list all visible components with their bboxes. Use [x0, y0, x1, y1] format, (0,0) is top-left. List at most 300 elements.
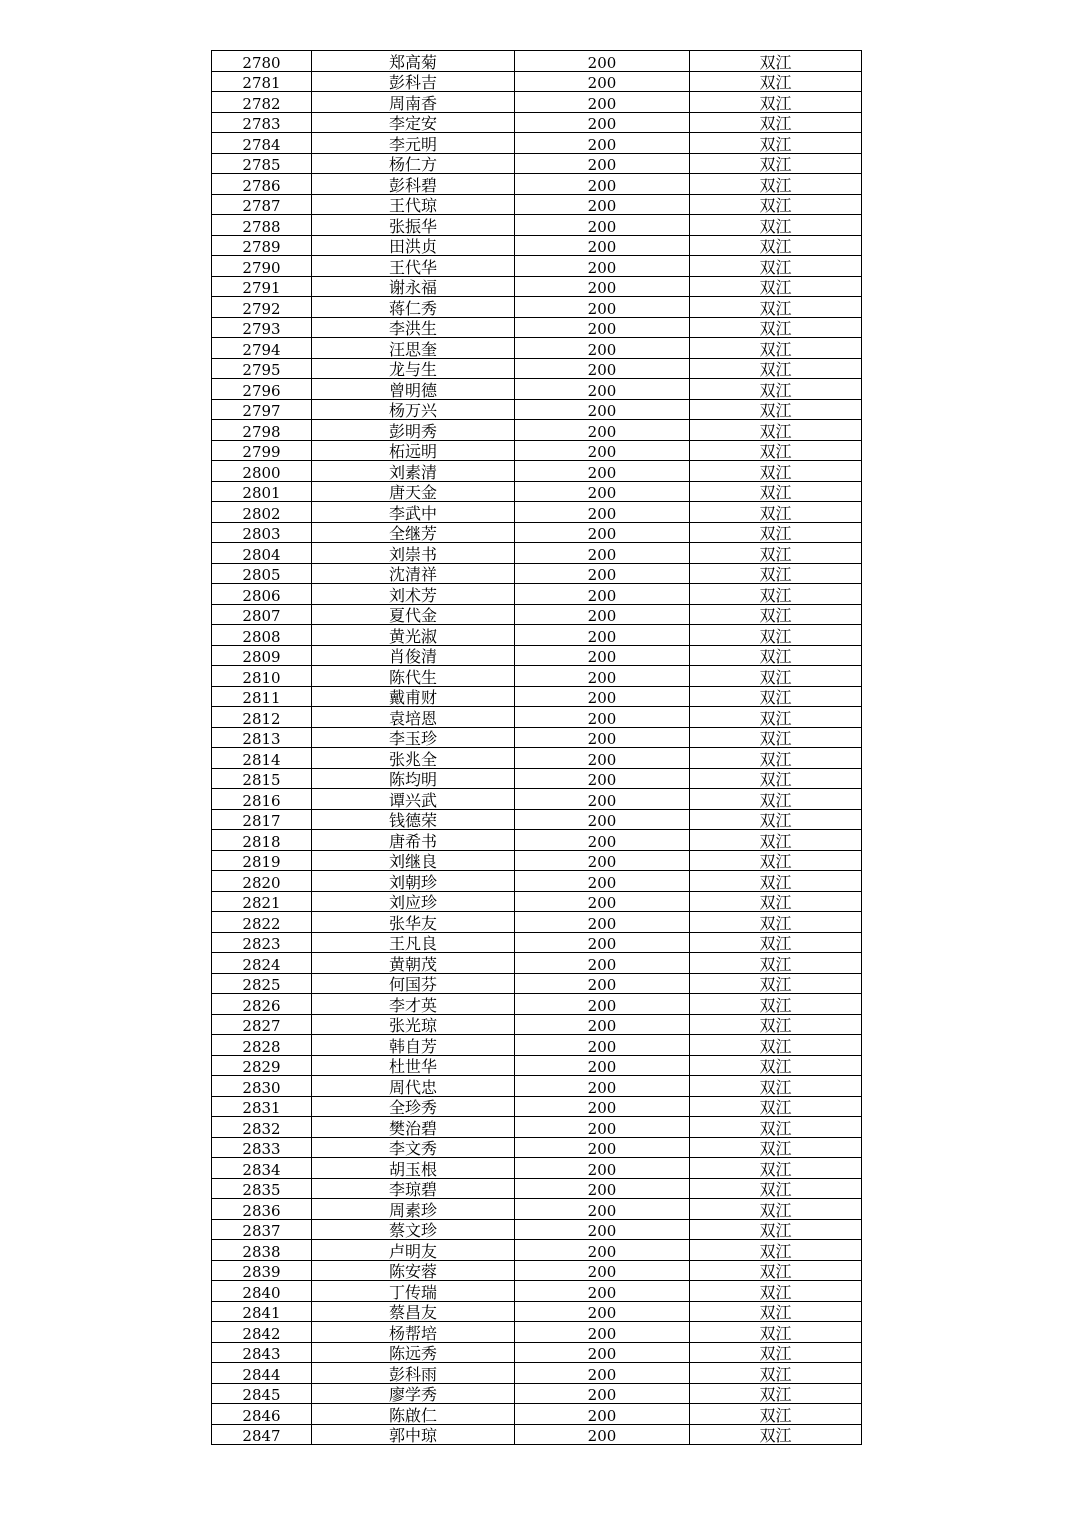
name-cell: 郭中琼 [312, 1424, 515, 1445]
location-cell: 双江 [690, 1137, 862, 1158]
name-cell: 曾明德 [312, 379, 515, 400]
table-row [212, 1322, 862, 1343]
amount-cell: 200 [515, 338, 690, 359]
table-row [212, 522, 862, 543]
row-number-cell: 2819 [212, 850, 312, 871]
name-cell: 夏代金 [312, 604, 515, 625]
location-cell: 双江 [690, 871, 862, 892]
amount-cell: 200 [515, 912, 690, 933]
table-row [212, 1240, 862, 1261]
row-number-cell: 2827 [212, 1014, 312, 1035]
table-row [212, 727, 862, 748]
amount-cell: 200 [515, 953, 690, 974]
row-number-cell: 2836 [212, 1199, 312, 1220]
location-cell: 双江 [690, 317, 862, 338]
row-number-cell: 2784 [212, 133, 312, 154]
table-row [212, 1301, 862, 1322]
name-cell: 刘继良 [312, 850, 515, 871]
table-row [212, 1219, 862, 1240]
amount-cell: 200 [515, 1424, 690, 1445]
name-cell: 李洪生 [312, 317, 515, 338]
table-row [212, 850, 862, 871]
row-number-cell: 2785 [212, 153, 312, 174]
amount-cell: 200 [515, 133, 690, 154]
amount-cell: 200 [515, 994, 690, 1015]
location-cell: 双江 [690, 1055, 862, 1076]
location-cell: 双江 [690, 112, 862, 133]
amount-cell: 200 [515, 563, 690, 584]
row-number-cell: 2829 [212, 1055, 312, 1076]
amount-cell: 200 [515, 174, 690, 195]
location-cell: 双江 [690, 1424, 862, 1445]
table-row [212, 1117, 862, 1138]
table-row [212, 1014, 862, 1035]
location-cell: 双江 [690, 1035, 862, 1056]
name-cell: 黄朝茂 [312, 953, 515, 974]
amount-cell: 200 [515, 256, 690, 277]
amount-cell: 200 [515, 51, 690, 72]
row-number-cell: 2790 [212, 256, 312, 277]
amount-cell: 200 [515, 317, 690, 338]
name-cell: 周南香 [312, 92, 515, 113]
table-row [212, 584, 862, 605]
amount-cell: 200 [515, 379, 690, 400]
location-cell: 双江 [690, 1076, 862, 1097]
name-cell: 刘术芳 [312, 584, 515, 605]
name-cell: 廖学秀 [312, 1383, 515, 1404]
location-cell: 双江 [690, 789, 862, 810]
amount-cell: 200 [515, 194, 690, 215]
table-row [212, 1076, 862, 1097]
location-cell: 双江 [690, 92, 862, 113]
name-cell: 张兆全 [312, 748, 515, 769]
name-cell: 胡玉根 [312, 1158, 515, 1179]
row-number-cell: 2841 [212, 1301, 312, 1322]
name-cell: 丁传瑞 [312, 1281, 515, 1302]
location-cell: 双江 [690, 338, 862, 359]
location-cell: 双江 [690, 71, 862, 92]
name-cell: 陈啟仁 [312, 1404, 515, 1425]
row-number-cell: 2846 [212, 1404, 312, 1425]
row-number-cell: 2788 [212, 215, 312, 236]
location-cell: 双江 [690, 707, 862, 728]
amount-cell: 200 [515, 1240, 690, 1261]
table-row [212, 1260, 862, 1281]
amount-cell: 200 [515, 276, 690, 297]
location-cell: 双江 [690, 727, 862, 748]
name-cell: 李定安 [312, 112, 515, 133]
row-number-cell: 2817 [212, 809, 312, 830]
name-cell: 刘崇书 [312, 543, 515, 564]
row-number-cell: 2801 [212, 481, 312, 502]
table-row [212, 707, 862, 728]
amount-cell: 200 [515, 1199, 690, 1220]
location-cell: 双江 [690, 1199, 862, 1220]
table-row [212, 645, 862, 666]
name-cell: 龙与生 [312, 358, 515, 379]
row-number-cell: 2802 [212, 502, 312, 523]
amount-cell: 200 [515, 1219, 690, 1240]
table-row [212, 51, 862, 72]
name-cell: 陈远秀 [312, 1342, 515, 1363]
location-cell: 双江 [690, 645, 862, 666]
row-number-cell: 2823 [212, 932, 312, 953]
location-cell: 双江 [690, 461, 862, 482]
amount-cell: 200 [515, 1158, 690, 1179]
location-cell: 双江 [690, 440, 862, 461]
name-cell: 卢明友 [312, 1240, 515, 1261]
table-row [212, 1096, 862, 1117]
name-cell: 黄光淑 [312, 625, 515, 646]
name-cell: 蔡文珍 [312, 1219, 515, 1240]
amount-cell: 200 [515, 707, 690, 728]
table-row [212, 235, 862, 256]
row-number-cell: 2843 [212, 1342, 312, 1363]
location-cell: 双江 [690, 850, 862, 871]
name-cell: 袁培恩 [312, 707, 515, 728]
location-cell: 双江 [690, 256, 862, 277]
name-cell: 唐希书 [312, 830, 515, 851]
amount-cell: 200 [515, 440, 690, 461]
amount-cell: 200 [515, 1117, 690, 1138]
location-cell: 双江 [690, 973, 862, 994]
location-cell: 双江 [690, 604, 862, 625]
amount-cell: 200 [515, 1137, 690, 1158]
table-row [212, 1178, 862, 1199]
amount-cell: 200 [515, 871, 690, 892]
location-cell: 双江 [690, 1240, 862, 1261]
name-cell: 汪思奎 [312, 338, 515, 359]
location-cell: 双江 [690, 358, 862, 379]
table-row [212, 666, 862, 687]
name-cell: 全继芳 [312, 522, 515, 543]
table-row [212, 830, 862, 851]
table-row [212, 133, 862, 154]
roster-table-body [212, 51, 862, 1445]
row-number-cell: 2840 [212, 1281, 312, 1302]
table-row [212, 379, 862, 400]
name-cell: 沈清祥 [312, 563, 515, 584]
amount-cell: 200 [515, 666, 690, 687]
row-number-cell: 2791 [212, 276, 312, 297]
name-cell: 陈安蓉 [312, 1260, 515, 1281]
location-cell: 双江 [690, 1281, 862, 1302]
table-row [212, 994, 862, 1015]
amount-cell: 200 [515, 891, 690, 912]
row-number-cell: 2787 [212, 194, 312, 215]
name-cell: 郑高菊 [312, 51, 515, 72]
location-cell: 双江 [690, 1260, 862, 1281]
amount-cell: 200 [515, 1076, 690, 1097]
table-row [212, 625, 862, 646]
row-number-cell: 2832 [212, 1117, 312, 1138]
table-row [212, 153, 862, 174]
row-number-cell: 2812 [212, 707, 312, 728]
name-cell: 樊治碧 [312, 1117, 515, 1138]
row-number-cell: 2816 [212, 789, 312, 810]
amount-cell: 200 [515, 973, 690, 994]
table-row [212, 256, 862, 277]
table-row [212, 276, 862, 297]
amount-cell: 200 [515, 1342, 690, 1363]
name-cell: 张光琼 [312, 1014, 515, 1035]
row-number-cell: 2824 [212, 953, 312, 974]
row-number-cell: 2782 [212, 92, 312, 113]
row-number-cell: 2847 [212, 1424, 312, 1445]
table-row [212, 789, 862, 810]
row-number-cell: 2794 [212, 338, 312, 359]
row-number-cell: 2789 [212, 235, 312, 256]
name-cell: 蔡昌友 [312, 1301, 515, 1322]
location-cell: 双江 [690, 153, 862, 174]
amount-cell: 200 [515, 1014, 690, 1035]
table-row [212, 174, 862, 195]
row-number-cell: 2818 [212, 830, 312, 851]
amount-cell: 200 [515, 153, 690, 174]
location-cell: 双江 [690, 174, 862, 195]
row-number-cell: 2793 [212, 317, 312, 338]
amount-cell: 200 [515, 1281, 690, 1302]
table-row [212, 932, 862, 953]
table-row [212, 604, 862, 625]
row-number-cell: 2830 [212, 1076, 312, 1097]
row-number-cell: 2834 [212, 1158, 312, 1179]
amount-cell: 200 [515, 112, 690, 133]
amount-cell: 200 [515, 297, 690, 318]
table-row [212, 1404, 862, 1425]
table-row [212, 871, 862, 892]
row-number-cell: 2822 [212, 912, 312, 933]
name-cell: 李玉珍 [312, 727, 515, 748]
row-number-cell: 2833 [212, 1137, 312, 1158]
name-cell: 钱德荣 [312, 809, 515, 830]
name-cell: 彭科碧 [312, 174, 515, 195]
amount-cell: 200 [515, 481, 690, 502]
name-cell: 周代忠 [312, 1076, 515, 1097]
row-number-cell: 2781 [212, 71, 312, 92]
name-cell: 杨帮培 [312, 1322, 515, 1343]
name-cell: 杜世华 [312, 1055, 515, 1076]
row-number-cell: 2804 [212, 543, 312, 564]
location-cell: 双江 [690, 1342, 862, 1363]
location-cell: 双江 [690, 481, 862, 502]
amount-cell: 200 [515, 215, 690, 236]
location-cell: 双江 [690, 666, 862, 687]
name-cell: 杨仁方 [312, 153, 515, 174]
location-cell: 双江 [690, 133, 862, 154]
amount-cell: 200 [515, 1301, 690, 1322]
name-cell: 何国芬 [312, 973, 515, 994]
amount-cell: 200 [515, 358, 690, 379]
location-cell: 双江 [690, 399, 862, 420]
amount-cell: 200 [515, 748, 690, 769]
location-cell: 双江 [690, 625, 862, 646]
table-row [212, 809, 862, 830]
table-row [212, 461, 862, 482]
location-cell: 双江 [690, 276, 862, 297]
row-number-cell: 2845 [212, 1383, 312, 1404]
row-number-cell: 2809 [212, 645, 312, 666]
name-cell: 张振华 [312, 215, 515, 236]
amount-cell: 200 [515, 727, 690, 748]
row-number-cell: 2826 [212, 994, 312, 1015]
name-cell: 张华友 [312, 912, 515, 933]
table-row [212, 358, 862, 379]
row-number-cell: 2803 [212, 522, 312, 543]
name-cell: 谭兴武 [312, 789, 515, 810]
row-number-cell: 2795 [212, 358, 312, 379]
name-cell: 彭明秀 [312, 420, 515, 441]
location-cell: 双江 [690, 1219, 862, 1240]
table-row [212, 1199, 862, 1220]
table-row [212, 92, 862, 113]
row-number-cell: 2828 [212, 1035, 312, 1056]
row-number-cell: 2837 [212, 1219, 312, 1240]
location-cell: 双江 [690, 768, 862, 789]
amount-cell: 200 [515, 932, 690, 953]
location-cell: 双江 [690, 1363, 862, 1384]
table-row [212, 1383, 862, 1404]
row-number-cell: 2835 [212, 1178, 312, 1199]
row-number-cell: 2798 [212, 420, 312, 441]
table-row [212, 215, 862, 236]
location-cell: 双江 [690, 522, 862, 543]
amount-cell: 200 [515, 850, 690, 871]
row-number-cell: 2820 [212, 871, 312, 892]
row-number-cell: 2838 [212, 1240, 312, 1261]
row-number-cell: 2810 [212, 666, 312, 687]
table-row [212, 194, 862, 215]
table-row [212, 1055, 862, 1076]
location-cell: 双江 [690, 1158, 862, 1179]
row-number-cell: 2807 [212, 604, 312, 625]
row-number-cell: 2825 [212, 973, 312, 994]
location-cell: 双江 [690, 809, 862, 830]
name-cell: 李才英 [312, 994, 515, 1015]
table-row [212, 1137, 862, 1158]
name-cell: 肖俊清 [312, 645, 515, 666]
amount-cell: 200 [515, 768, 690, 789]
name-cell: 陈均明 [312, 768, 515, 789]
name-cell: 谢永福 [312, 276, 515, 297]
name-cell: 杨万兴 [312, 399, 515, 420]
table-row [212, 481, 862, 502]
name-cell: 彭科吉 [312, 71, 515, 92]
location-cell: 双江 [690, 194, 862, 215]
name-cell: 刘素清 [312, 461, 515, 482]
name-cell: 李文秀 [312, 1137, 515, 1158]
row-number-cell: 2783 [212, 112, 312, 133]
row-number-cell: 2797 [212, 399, 312, 420]
row-number-cell: 2821 [212, 891, 312, 912]
location-cell: 双江 [690, 543, 862, 564]
row-number-cell: 2814 [212, 748, 312, 769]
amount-cell: 200 [515, 71, 690, 92]
table-row [212, 112, 862, 133]
row-number-cell: 2806 [212, 584, 312, 605]
location-cell: 双江 [690, 830, 862, 851]
amount-cell: 200 [515, 1178, 690, 1199]
name-cell: 戴甫财 [312, 686, 515, 707]
name-cell: 刘朝珍 [312, 871, 515, 892]
row-number-cell: 2780 [212, 51, 312, 72]
table-row [212, 420, 862, 441]
amount-cell: 200 [515, 1096, 690, 1117]
row-number-cell: 2808 [212, 625, 312, 646]
table-row [212, 297, 862, 318]
amount-cell: 200 [515, 686, 690, 707]
amount-cell: 200 [515, 1404, 690, 1425]
location-cell: 双江 [690, 1117, 862, 1138]
row-number-cell: 2786 [212, 174, 312, 195]
row-number-cell: 2805 [212, 563, 312, 584]
row-number-cell: 2813 [212, 727, 312, 748]
table-row [212, 1035, 862, 1056]
table-row [212, 1424, 862, 1445]
amount-cell: 200 [515, 92, 690, 113]
row-number-cell: 2796 [212, 379, 312, 400]
table-row [212, 768, 862, 789]
amount-cell: 200 [515, 1035, 690, 1056]
amount-cell: 200 [515, 1322, 690, 1343]
name-cell: 田洪贞 [312, 235, 515, 256]
amount-cell: 200 [515, 604, 690, 625]
location-cell: 双江 [690, 1014, 862, 1035]
row-number-cell: 2844 [212, 1363, 312, 1384]
name-cell: 全珍秀 [312, 1096, 515, 1117]
amount-cell: 200 [515, 543, 690, 564]
table-row [212, 1281, 862, 1302]
location-cell: 双江 [690, 502, 862, 523]
amount-cell: 200 [515, 502, 690, 523]
location-cell: 双江 [690, 1322, 862, 1343]
roster-table [211, 50, 862, 1445]
row-number-cell: 2792 [212, 297, 312, 318]
amount-cell: 200 [515, 1363, 690, 1384]
amount-cell: 200 [515, 420, 690, 441]
name-cell: 李武中 [312, 502, 515, 523]
name-cell: 王代华 [312, 256, 515, 277]
name-cell: 陈代生 [312, 666, 515, 687]
location-cell: 双江 [690, 1404, 862, 1425]
table-row [212, 973, 862, 994]
row-number-cell: 2831 [212, 1096, 312, 1117]
location-cell: 双江 [690, 1178, 862, 1199]
location-cell: 双江 [690, 1301, 862, 1322]
name-cell: 王凡良 [312, 932, 515, 953]
row-number-cell: 2811 [212, 686, 312, 707]
location-cell: 双江 [690, 51, 862, 72]
name-cell: 王代琼 [312, 194, 515, 215]
amount-cell: 200 [515, 399, 690, 420]
name-cell: 周素珍 [312, 1199, 515, 1220]
table-row [212, 748, 862, 769]
location-cell: 双江 [690, 994, 862, 1015]
name-cell: 刘应珍 [312, 891, 515, 912]
location-cell: 双江 [690, 584, 862, 605]
row-number-cell: 2839 [212, 1260, 312, 1281]
location-cell: 双江 [690, 215, 862, 236]
amount-cell: 200 [515, 789, 690, 810]
location-cell: 双江 [690, 563, 862, 584]
table-row [212, 1342, 862, 1363]
location-cell: 双江 [690, 891, 862, 912]
name-cell: 韩自芳 [312, 1035, 515, 1056]
name-cell: 李琼碧 [312, 1178, 515, 1199]
amount-cell: 200 [515, 1055, 690, 1076]
location-cell: 双江 [690, 297, 862, 318]
location-cell: 双江 [690, 953, 862, 974]
